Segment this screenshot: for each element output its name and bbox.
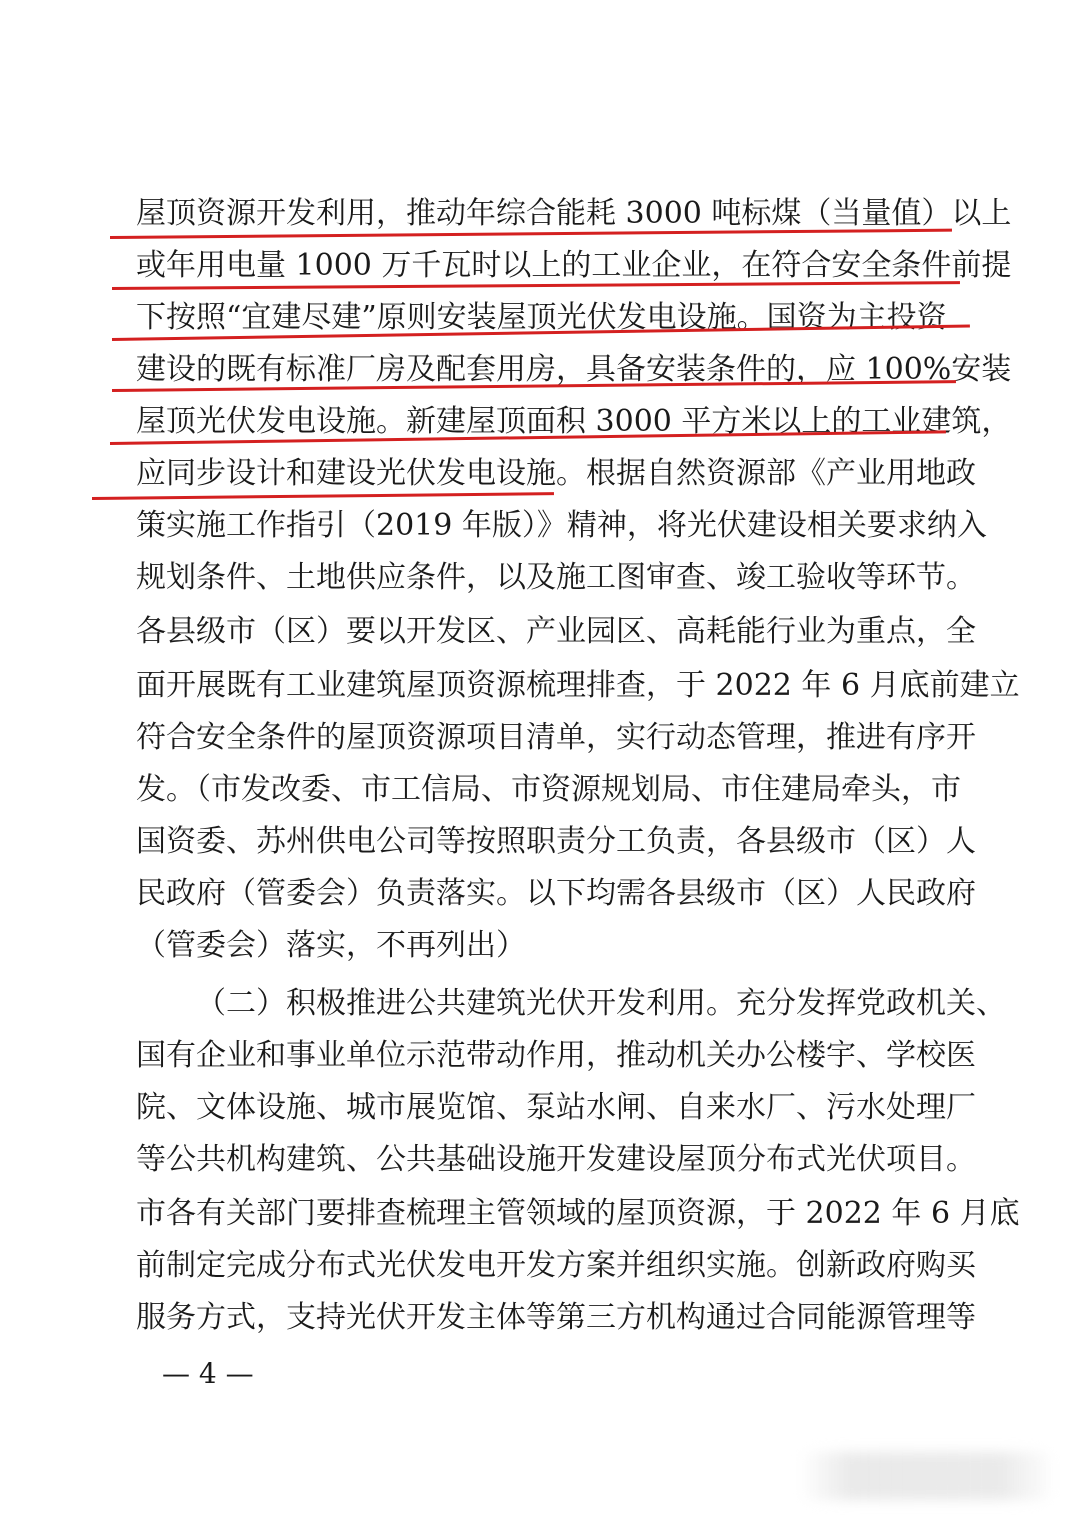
text-line: 面开展既有工业建筑屋顶资源梳理排查，于 2022 年 6 月底前建立 bbox=[136, 668, 1020, 703]
text-line: 或年用电量 1000 万千瓦时以上的工业企业，在符合安全条件前提 bbox=[136, 248, 1012, 283]
text-line: 屋顶资源开发利用，推动年综合能耗 3000 吨标煤（当量值）以上 bbox=[136, 196, 1012, 231]
text-line: 等公共机构建筑、公共基础设施开发建设屋顶分布式光伏项目。 bbox=[136, 1142, 976, 1177]
text-line: 民政府（管委会）负责落实。以下均需各县级市（区）人民政府 bbox=[136, 876, 976, 911]
text-line: 国有企业和事业单位示范带动作用，推动机关办公楼宇、学校医 bbox=[136, 1038, 976, 1073]
text-line: 各县级市（区）要以开发区、产业园区、高耗能行业为重点，全 bbox=[136, 614, 976, 649]
text-line: 前制定完成分布式光伏发电开发方案并组织实施。创新政府购买 bbox=[136, 1248, 976, 1283]
text-line: 屋顶光伏发电设施。新建屋顶面积 3000 平方米以上的工业建筑， bbox=[136, 404, 1012, 439]
text-line: 规划条件、土地供应条件，以及施工图审查、竣工验收等环节。 bbox=[136, 560, 976, 595]
text-line: 国资委、苏州供电公司等按照职责分工负责，各县级市（区）人 bbox=[136, 824, 976, 859]
text-line: （管委会）落实，不再列出） bbox=[136, 928, 526, 963]
text-line: 服务方式，支持光伏开发主体等第三方机构通过合同能源管理等 bbox=[136, 1300, 976, 1335]
text-line: （二）积极推进公共建筑光伏开发利用。充分发挥党政机关、 bbox=[196, 986, 1006, 1021]
text-line: 符合安全条件的屋顶资源项目清单，实行动态管理，推进有序开 bbox=[136, 720, 976, 755]
text-line: 发。（市发改委、市工信局、市资源规划局、市住建局牵头，市 bbox=[136, 772, 961, 807]
text-line: 建设的既有标准厂房及配套用房，具备安装条件的，应 100%安装 bbox=[136, 352, 1012, 387]
text-line: 策实施工作指引（2019 年版）》精神，将光伏建设相关要求纳入 bbox=[136, 508, 987, 543]
text-line: 应同步设计和建设光伏发电设施。根据自然资源部《产业用地政 bbox=[136, 456, 976, 491]
text-line: 下按照“宜建尽建”原则安装屋顶光伏发电设施。国资为主投资 bbox=[136, 300, 947, 335]
text-line: 市各有关部门要排查梳理主管领域的屋顶资源，于 2022 年 6 月底 bbox=[136, 1196, 1020, 1231]
watermark-blur bbox=[800, 1452, 1050, 1500]
text-line: 院、文体设施、城市展览馆、泵站水闸、自来水厂、污水处理厂 bbox=[136, 1090, 976, 1125]
page-number: — 4 — bbox=[162, 1357, 254, 1390]
